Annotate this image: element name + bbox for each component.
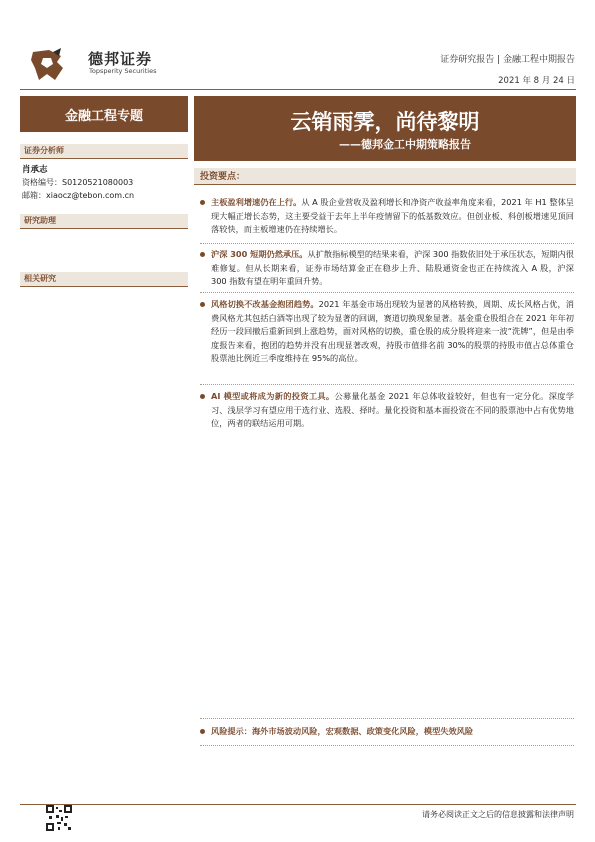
key-points-label: 投资要点： bbox=[200, 172, 246, 182]
divider bbox=[20, 228, 188, 229]
assistant-label: 研究助理 bbox=[20, 214, 188, 228]
disclaimer-note: 请务必阅读正文之后的信息披露和法律声明 bbox=[422, 810, 574, 819]
key-point-body: 从扩散指标模型的结果来看，沪深 300 指数依旧处于承压状态，短期内很难修复。但从长期来看，证券市场结算金正在稳步上升、陆股通资金也正在持续流入 A 股，沪深 300 指数有望在明年重回升势。 bbox=[211, 249, 574, 287]
divider bbox=[200, 718, 574, 719]
divider bbox=[20, 158, 188, 159]
report-subtitle: ——德邦金工中期策略报告 bbox=[339, 138, 471, 151]
key-point-heading: AI 模型或将成为新的投资工具。 bbox=[211, 391, 335, 401]
qr-code-icon bbox=[46, 805, 72, 831]
key-point-item bbox=[200, 196, 574, 237]
key-point-item bbox=[200, 390, 574, 431]
bullet-icon bbox=[200, 200, 205, 205]
report-type: 证券研究报告 | 金融工程中期报告 bbox=[440, 55, 575, 65]
divider bbox=[200, 745, 574, 746]
key-point-heading: 主板盈利增速仍在上行。 bbox=[211, 197, 302, 207]
company-name-en: Topsperity Securities bbox=[89, 67, 157, 75]
key-point-heading: 风格切换不改基金抱团趋势。 bbox=[211, 299, 319, 309]
divider bbox=[194, 184, 576, 185]
report-title: 云销雨霁，尚待黎明 bbox=[290, 109, 480, 134]
divider bbox=[200, 243, 574, 244]
divider bbox=[200, 292, 574, 293]
report-date: 2021 年 8 月 24 日 bbox=[498, 76, 575, 86]
title-block bbox=[194, 96, 576, 161]
footer-divider bbox=[20, 804, 576, 805]
company-name-cn: 德邦证券 bbox=[88, 50, 153, 68]
divider bbox=[20, 286, 188, 287]
bullet-icon bbox=[200, 302, 205, 307]
key-point-item bbox=[200, 298, 574, 366]
key-point-body: 公募量化基金 2021 年总体收益较好，但也有一定分化。深度学习、浅层学习有望应用于选行业、选股、择时。量化投资和基本面投资在不同的股票池中占有优势地位，两者的联结运用可期。 bbox=[211, 391, 575, 429]
risk-warning bbox=[200, 726, 574, 737]
bullet-icon bbox=[200, 252, 205, 257]
analyst-email[interactable]: 邮箱：xiaocz@tebon.com.cn bbox=[22, 191, 135, 200]
divider bbox=[200, 384, 574, 385]
related-research-label: 相关研究 bbox=[20, 272, 188, 286]
key-point-item bbox=[200, 248, 574, 289]
analyst-name: 肖承志 bbox=[22, 165, 48, 175]
key-point-body: 从 A 股企业营收及盈利增长和净资产收益率角度来看，2021 年 H1 整体呈现大幅正增长态势，这主要受益于去年上半年疫情留下的低基数效应。但创业板、科创板增速见顶回落较快，而主板增速仍在持续增长。 bbox=[211, 197, 574, 235]
header-divider bbox=[20, 89, 576, 90]
key-points-header bbox=[194, 168, 576, 184]
key-point-body: 2021 年基金市场出现较为显著的风格转换，周期、成长风格占优，消费风格尤其包括白酒等出现了较为显著的回调，赛道切换现象显著。基金重仓股组合在 2021 年年初经历一段回撤后重新回到上涨趋势，面对风格的切换，重仓股的成分股将迎来一波“洗牌”，但是由季度报告来看，抱团的趋势并没有出现显著改观，持股市值排名前 30%的股票的持股市值占总体重仓股票池比例近三季度维持在 95%的高位。 bbox=[211, 299, 574, 364]
bullet-icon bbox=[200, 394, 205, 399]
key-point-heading: 沪深 300 短期仍然承压。 bbox=[211, 249, 308, 259]
bullet-icon bbox=[200, 729, 205, 734]
company-logo-icon bbox=[27, 44, 67, 84]
analyst-cert: 资格编号：S0120521080003 bbox=[22, 178, 134, 187]
risk-text: 风险提示：海外市场波动风险，宏观数据、政策变化风险，模型失效风险 bbox=[211, 726, 474, 736]
section-banner: 金融工程专题 bbox=[20, 96, 188, 132]
analyst-label: 证券分析师 bbox=[20, 144, 188, 158]
